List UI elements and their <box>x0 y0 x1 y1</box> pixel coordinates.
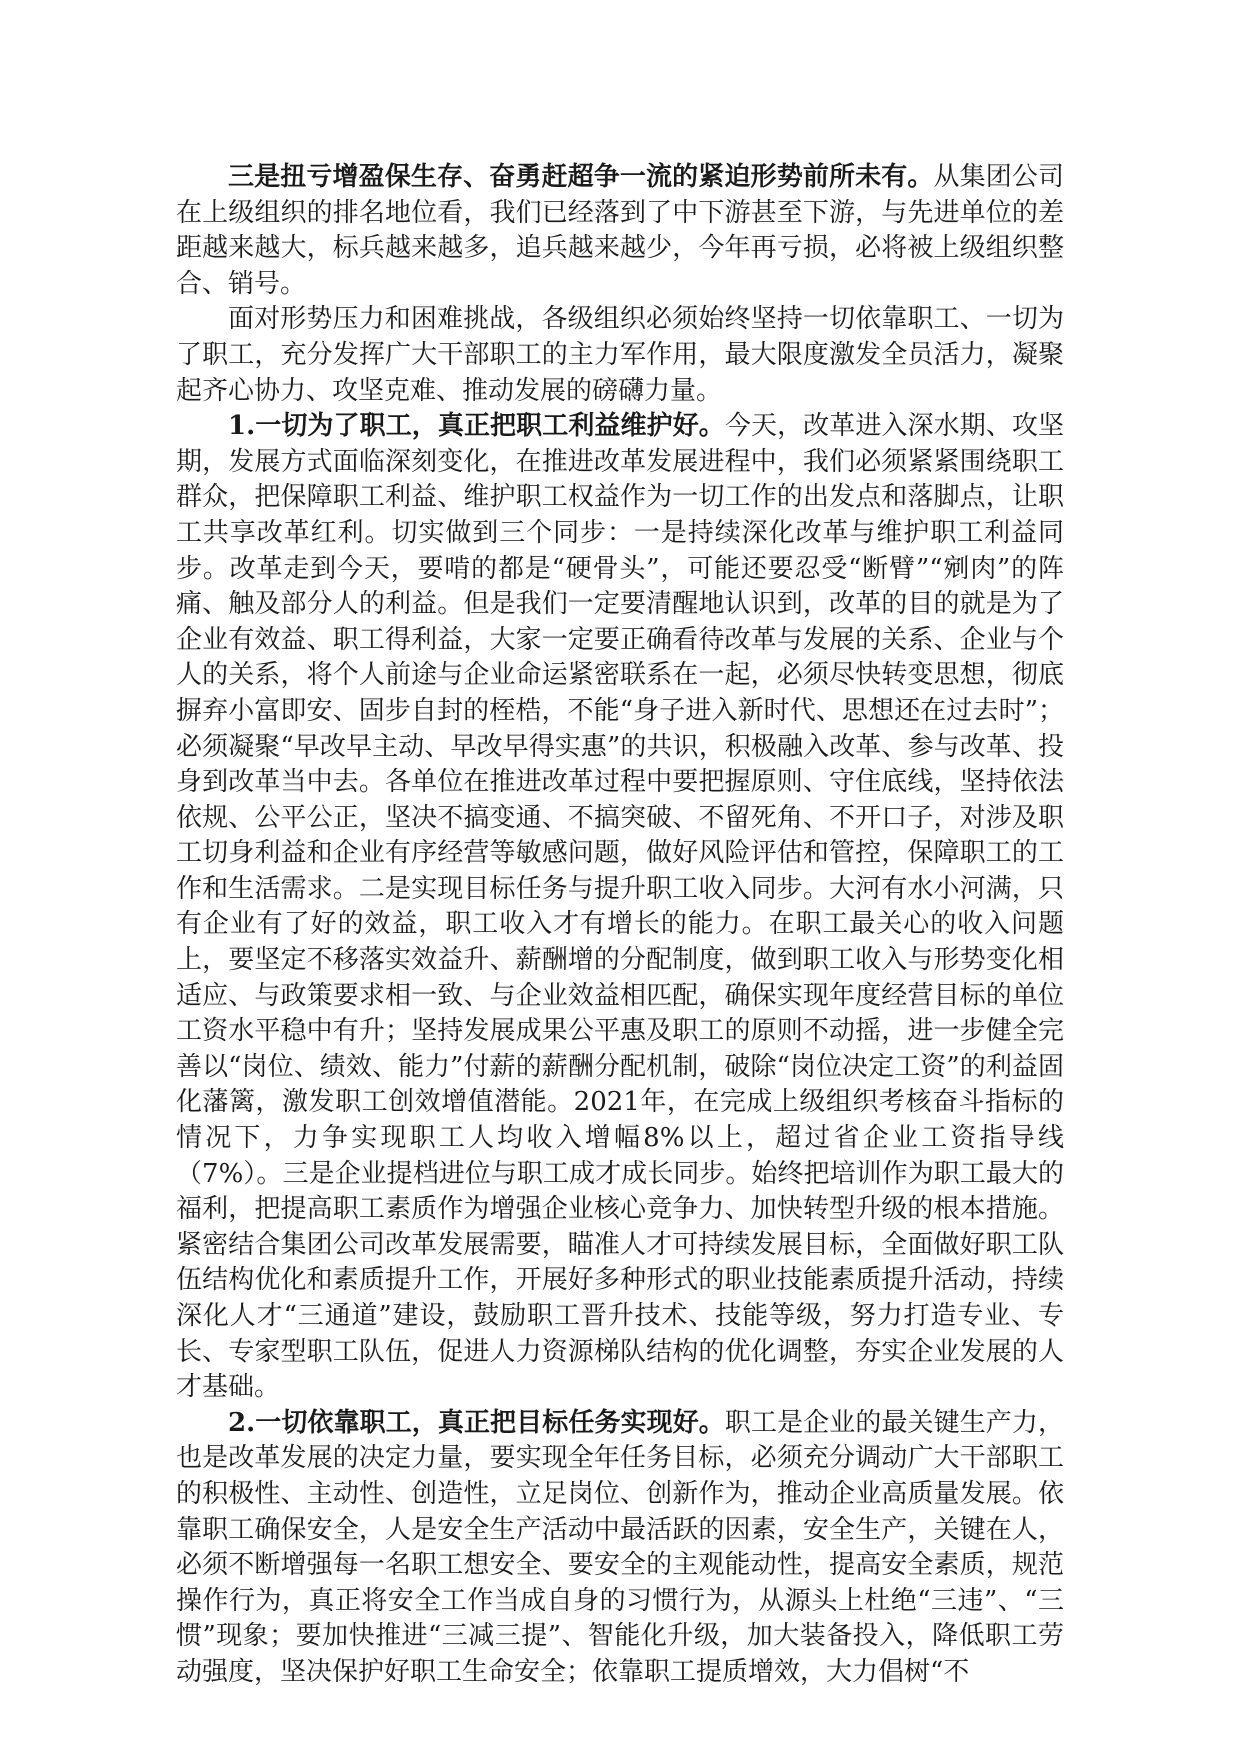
paragraph-text: 面对形势压力和困难挑战，各级组织必须始终坚持一切依靠职工、一切为了职工，充分发挥广大干部职工的主力军作用，最大限度激发全员活力，凝聚起齐心协力、攻坚克难、推动发展的磅礴力量。 <box>176 304 1064 406</box>
paragraph-situation <box>176 160 1064 302</box>
paragraph-text: 职工是企业的最关键生产力，也是改革发展的决定力量，要实现全年任务目标，必须充分调动广大干部职工的积极性、主动性、创造性，立足岗位、创新作为，推动企业高质量发展。依靠职工确保安全，人是安全生产活动中最活跃的因素，安全生产，关键在人，必须不断增强每一名职工想安全、要安全的主观能动性，提高安全素质，规范操作行为，真正将安全工作当成自身的习惯行为，从源头上杜绝“三违”、“三惯”现象；要加快推进“三减三提”、智能化升级，加大装备投入，降低职工劳动强度，坚决保护好职工生命安全；依靠职工提质增效，大力倡树“不 <box>176 1407 1064 1687</box>
paragraph-heading: 三是扭亏增盈保生存、奋勇赶超争一流的紧迫形势前所未有。 <box>228 162 934 192</box>
section-2-heading: 2.一切依靠职工，真正把目标任务实现好。 <box>228 1407 725 1438</box>
paragraph-section-2 <box>176 1406 1064 1691</box>
section-1-heading: 1.一切为了职工，真正把职工利益维护好。 <box>228 411 725 442</box>
document-page <box>176 160 1064 1691</box>
paragraph-text: 从集团公司在上级组织的排名地位看，我们已经落到了中下游甚至下游，与先进单位的差距越来越大，标兵越来越多，追兵越来越少，今年再亏损，必将被上级组织整合、销号。 <box>176 162 1064 299</box>
paragraph-text: 今天，改革进入深水期、攻坚期，发展方式面临深刻变化，在推进改革发展进程中，我们必须紧紧围绕职工群众，把保障职工利益、维护职工权益作为一切工作的出发点和落脚点，让职工共享改革红利。切实做到三个同步：一是持续深化改革与维护职工利益同步。改革走到今天，要啃的都是“硬骨头”，可能还要忍受“断臂”“剜肉”的阵痛、触及部分人的利益。但是我们一定要清醒地认识到，改革的目的就是为了企业有效益、职工得利益，大家一定要正确看待改革与发展的关系、企业与个人的关系，将个人前途与企业命运紧密联系在一起，必须尽快转变思想，彻底摒弃小富即安、固步自封的桎梏，不能“身子进入新时代、思想还在过去时”；必须凝聚“早改早主动、早改早得实惠”的共识，积极融入改革、参与改革、投身到改革当中去。各单位在推进改革过程中要把握原则、守住底线，坚持依法依规、公平公正，坚决不搞变通、不搞突破、不留死角、不开口子，对涉及职工切身利益和企业有序经营等敏感问题，做好风险评估和管控，保障职工的工作和生活需求。二是实现目标任务与提升职工收入同步。大河有水小河满，只有企业有了好的效益，职工收入才有增长的能力。在职工最关心的收入问题上，要坚定不移落实效益升、薪酬增的分配制度，做到职工收入与形势变化相适应、与政策要求相一致、与企业效益相匹配，确保实现年度经营目标的单位工资水平稳中有升；坚持发展成果公平惠及职工的原则不动摇，进一步健全完善以“岗位、绩效、能力”付薪的薪酬分配机制，破除“岗位决定工资”的利益固化藩篱，激发职工创效增值潜能。2021年，在完成上级组织考核奋斗指标的情况下，力争实现职工人均收入增幅8%以上，超过省企业工资指导线（7%）。三是企业提档进位与职工成才成长同步。始终把培训作为职工最大的福利，把提高职工素质作为增强企业核心竞争力、加快转型升级的根本措施。紧密结合集团公司改革发展需要，瞄准人才可持续发展目标，全面做好职工队伍结构优化和素质提升工作，开展好多种形式的职业技能素质提升活动，持续深化人才“三通道”建设，鼓励职工晋升技术、技能等级，努力打造专业、专长、专家型职工队伍，促进人力资源梯队结构的优化调整，夯实企业发展的人才基础。 <box>176 411 1064 1403</box>
paragraph-section-1 <box>176 409 1064 1406</box>
paragraph-intro <box>176 302 1064 409</box>
